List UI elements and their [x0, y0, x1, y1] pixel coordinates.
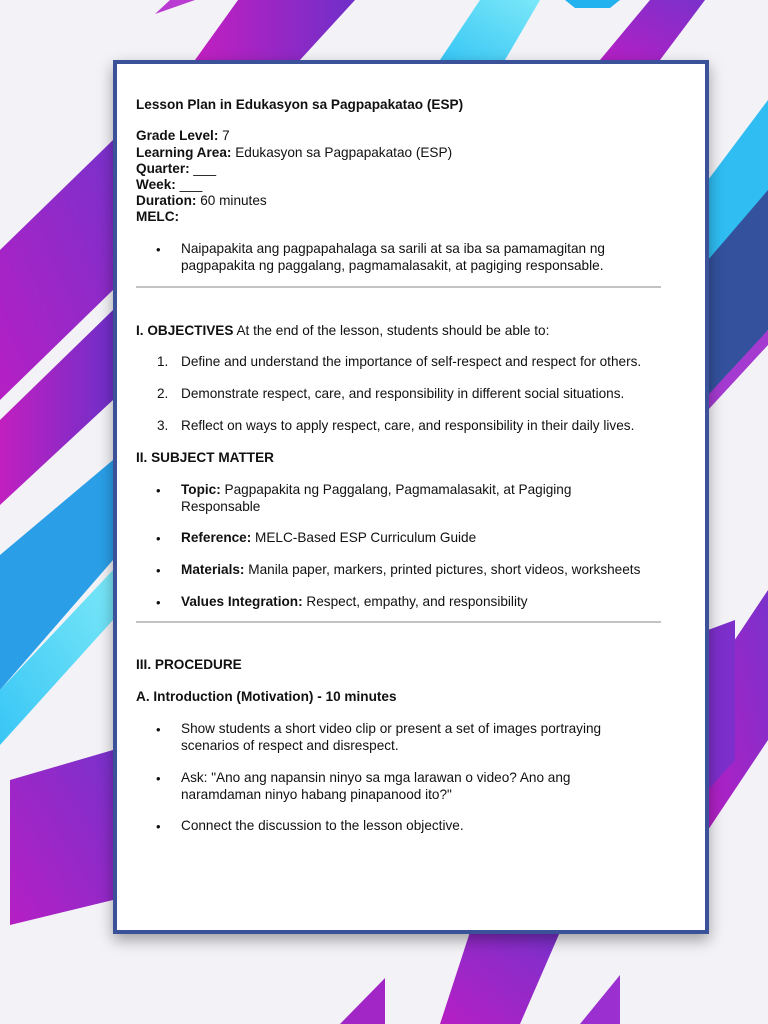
bullet-icon: • [156, 563, 161, 578]
bullet-icon: • [156, 819, 161, 834]
bullet-icon: • [156, 242, 161, 257]
grade-level-field: Grade Level: 7 [136, 128, 230, 143]
lesson-plan-document [113, 60, 709, 934]
subject-item-topic: Topic: Pagpapakita ng Paggalang, Pagmamalasakit, at Pagiging Responsable [181, 482, 572, 514]
subject-item-materials: Materials: Manila paper, markers, printed pictures, short videos, worksheets [181, 562, 641, 577]
section-divider [136, 621, 661, 623]
section-divider [136, 286, 661, 288]
objective-item: Define and understand the importance of self-respect and respect for others. [181, 354, 642, 369]
procedure-subheading: A. Introduction (Motivation) - 10 minutes [136, 689, 397, 704]
subject-item-values: Values Integration: Respect, empathy, and responsibility [181, 594, 528, 609]
subject-item-reference: Reference: MELC-Based ESP Curriculum Guide [181, 530, 477, 545]
bullet-icon: • [156, 722, 161, 737]
procedure-heading: III. PROCEDURE [136, 657, 242, 672]
subject-matter-heading: II. SUBJECT MATTER [136, 450, 274, 465]
procedure-item: Ask: "Ano ang napansin ninyo sa mga larawan o video? Ano ang naramdaman ninyo habang pinapanood ito?" [181, 770, 571, 802]
melc-field: MELC: [136, 209, 180, 224]
objective-number: 2. [157, 386, 169, 401]
bullet-icon: • [156, 531, 161, 546]
learning-area-field: Learning Area: Edukasyon sa Pagpapakatao (ESP) [136, 145, 453, 160]
document-title: Lesson Plan in Edukasyon sa Pagpapakatao (ESP) [136, 97, 464, 112]
objective-item: Demonstrate respect, care, and responsibility in different social situations. [181, 386, 625, 401]
week-field: Week: ___ [136, 177, 203, 192]
melc-item: Naipapakita ang pagpapahalaga sa sarili at sa iba sa pamamagitan ng pagpapakita ng paggalang, pagmamalasakit, at pagiging responsable. [181, 241, 605, 273]
objective-item: Reflect on ways to apply respect, care, and responsibility in their daily lives. [181, 418, 635, 433]
bullet-icon: • [156, 771, 161, 786]
duration-field: Duration: 60 minutes [136, 193, 267, 208]
procedure-item: Connect the discussion to the lesson objective. [181, 818, 464, 833]
bullet-icon: • [156, 483, 161, 498]
procedure-item: Show students a short video clip or present a set of images portraying scenarios of respect and disrespect. [181, 721, 602, 753]
objective-number: 1. [157, 354, 169, 369]
objective-number: 3. [157, 418, 169, 433]
objectives-heading: I. OBJECTIVES At the end of the lesson, students should be able to: [136, 323, 550, 338]
quarter-field: Quarter: ___ [136, 161, 217, 176]
bullet-icon: • [156, 595, 161, 610]
